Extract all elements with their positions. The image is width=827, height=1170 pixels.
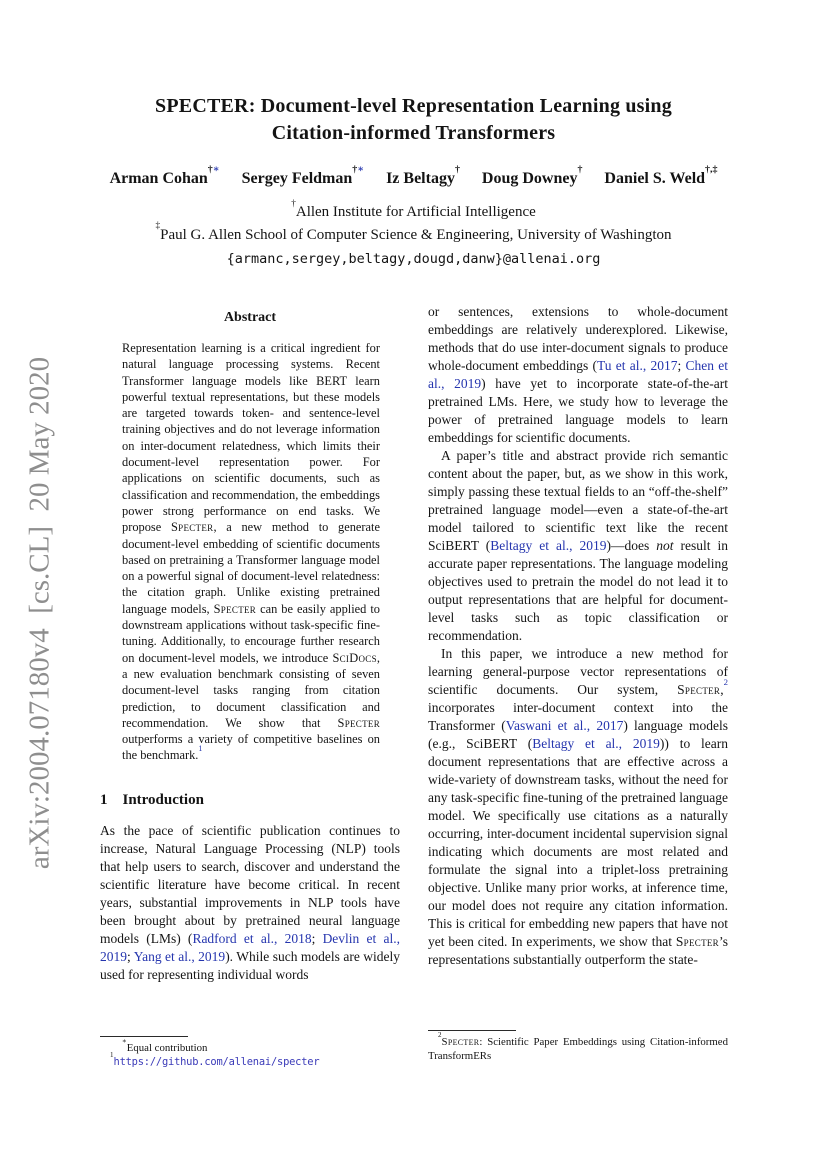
- text-run: Representation learning is a critical ingredient for natural language processing systems. Recent Transformer language models like BERT learn powerful textual representations, but these models are targeted towards token- and sentence-level training objectives and do not leverage information on inter-document relatedness, which limits their document-level representation power. For applications on scientific documents, such as classification and recommendation, the embeddings power strong performance on end tasks. We propose: [122, 341, 380, 535]
- abstract-heading: Abstract: [223, 310, 277, 325]
- citation-link[interactable]: Beltagy et al., 2019: [490, 538, 607, 553]
- author-superscript: †∗: [207, 164, 220, 176]
- text-run: As the pace of scientific publication continues to increase, Natural Language Processing (NLP) tools that help users to search, discover and understand the scientific literature have become critical. In recent years, substantial improvements in NLP tools have been brought about by pretrained neural language models (LMs) (: [100, 822, 400, 946]
- section-heading-introduction: [100, 790, 400, 810]
- text-run: , a new evaluation benchmark consisting of seven document-level tasks ranging from citation prediction, to document classification and recommendation. We show that: [122, 650, 380, 730]
- footnote-marker: ∗: [122, 1037, 127, 1046]
- text-run: , a new method to generate document-level embedding of scientific documents based on pretraining a Transformer language model on a powerful signal of document-level relatedness: the citation graph. Unlike existing pretrained language models,: [122, 520, 381, 616]
- email-line: {armanc,sergey,beltagy,dougd,danw}@allenai.org: [226, 251, 601, 267]
- author-superscript: †: [454, 164, 460, 176]
- author: [386, 164, 460, 189]
- text-run: result in accurate paper representations. The language modeling objectives used to pretrain the model do not lead it to output representations that are helpful for document-level tasks such as topic classification or recommendation.: [428, 538, 728, 643]
- text-run: ;: [127, 948, 134, 964]
- footnote-marker: 1: [110, 1051, 114, 1060]
- text-run: ,: [720, 682, 724, 697]
- affiliations: [100, 198, 727, 246]
- citation-link[interactable]: Yang et al., 2019: [133, 948, 226, 964]
- affiliation-marker: ‡: [155, 221, 161, 232]
- text-run: Specter: [675, 934, 719, 949]
- author-name: Sergey Feldman: [241, 170, 353, 187]
- citation-link[interactable]: Chen et al., 2019: [428, 358, 728, 391]
- footnote-equal-contribution: [100, 1037, 400, 1055]
- author-superscript: †: [577, 164, 583, 176]
- section-title: Introduction: [122, 791, 204, 808]
- text-run: Specter: [337, 715, 380, 730]
- text-run: incorporates inter-document context into the Transformer (: [428, 700, 728, 733]
- text-run: : Scientific Paper Embeddings using Citation-informed TransformERs: [428, 1036, 728, 1062]
- text-run: SciDocs: [332, 650, 377, 665]
- text-run: ). While such models are widely used for representing individual words: [100, 948, 401, 982]
- body-paragraph: [428, 645, 728, 969]
- affiliation-2: ‡Paul G. Allen School of Computer Science & Engineering, University of Washington: [155, 221, 672, 243]
- author-name: Doug Downey: [481, 170, 578, 187]
- footnote-url-link[interactable]: https://github.com/allenai/specter: [113, 1056, 320, 1068]
- text-run: Specter: [677, 682, 721, 697]
- text-run: Equal contribution: [126, 1042, 208, 1054]
- text-run: can be easily applied to downstream applications without task-specific fine-tuning. Additionally, to encourage further research on document-level models, we introduce: [122, 601, 380, 665]
- section-number: 1: [100, 791, 108, 808]
- text-run: ;: [677, 358, 686, 373]
- text-run: or sentences, extensions to whole-document embeddings are relatively underexplored. Likewise, methods that do use inter-document signals to produce whole-document embeddings (: [428, 304, 728, 373]
- author-name: Arman Cohan: [109, 170, 208, 187]
- intro-paragraph: [100, 822, 400, 984]
- author: [109, 164, 220, 189]
- citation-link[interactable]: Vaswani et al., 2017: [505, 718, 624, 733]
- citation-link[interactable]: Radford et al., 2018: [192, 930, 312, 946]
- body-paragraph: [428, 447, 728, 645]
- footnote-rule: [100, 1036, 188, 1037]
- text-run: In this paper, we introduce a new method for learning general-purpose vector representations of scientific documents. Our system,: [428, 646, 728, 697]
- paper-header: [100, 93, 727, 269]
- text-run: A paper’s title and abstract provide rich semantic content about the paper, but, as we show in this work, simply passing these textual fields to an “off-the-shelf” pretrained language model—even a state-of-the-art model tailored to scientific text like the recent SciBERT (: [428, 448, 728, 553]
- affiliation-1: †Allen Institute for Artificial Intelligence: [291, 198, 536, 220]
- text-run: not: [656, 538, 674, 553]
- page-title-line-2: Citation-informed Transformers: [271, 122, 556, 144]
- footnote-marker-link[interactable]: 1: [198, 743, 203, 753]
- text-run: ) language models (e.g., SciBERT (: [428, 718, 728, 751]
- author-row: [100, 164, 727, 189]
- author: [241, 164, 365, 189]
- text-run: )—does: [606, 538, 657, 553]
- text-run: ;: [311, 930, 323, 946]
- arxiv-stamp: arXiv:2004.07180v4 [cs.CL] 20 May 2020: [23, 356, 56, 870]
- text-run: )) to learn document representations that are effective across a wide-variety of downstream tasks, without the need for any task-specific fine-tuning of the pretrained language model. We specifically use citations as a naturally occurring, inter-document incidental supervision signal indicating which documents are most related and formulate the signal into a triplet-loss pretraining objective. Unlike many prior works, at inference time, our model does not require any citation information. This is critical for embedding new papers that have not yet been cited. In experiments, we show that: [428, 736, 728, 949]
- abstract-text: [122, 340, 380, 764]
- body-paragraph: [428, 303, 728, 447]
- text-run: Specter: [213, 601, 257, 616]
- author-superscript: †,‡: [705, 164, 718, 176]
- text-run: ) have yet to incorporate state-of-the-art pretrained LMs. Here, we study how to leverage the power of pretrained language models to learn embeddings for scientific documents.: [428, 376, 728, 445]
- text-run: outperforms a variety of competitive baselines on the benchmark.: [122, 732, 380, 763]
- footnote-specter-acronym: [428, 1031, 728, 1063]
- right-column: [428, 303, 728, 969]
- footnotes-right: [428, 1030, 728, 1063]
- footnote-github-url: [100, 1051, 400, 1069]
- citation-link[interactable]: Beltagy et al., 2019: [532, 736, 660, 751]
- author-name: Daniel S. Weld: [604, 170, 706, 187]
- affiliation-marker: †: [291, 198, 296, 209]
- footnotes-left: [100, 1036, 400, 1069]
- text-run: Specter: [170, 520, 214, 535]
- citation-link[interactable]: Tu et al., 2017: [596, 358, 678, 373]
- page-title-line-1: SPECTER: Document-level Representation Learning using: [155, 95, 672, 117]
- footnote-marker: 2: [438, 1031, 442, 1040]
- left-column: [100, 300, 400, 984]
- text-run: ’s representations substantially outperform the state-: [428, 934, 728, 967]
- author: [481, 164, 583, 189]
- footnote-marker-link[interactable]: 2: [723, 676, 728, 687]
- citation-link[interactable]: Devlin et al., 2019: [100, 930, 400, 964]
- author: [604, 164, 718, 189]
- author-name: Iz Beltagy: [386, 170, 455, 187]
- author-superscript: †∗: [352, 164, 365, 176]
- text-run: Specter: [441, 1036, 480, 1048]
